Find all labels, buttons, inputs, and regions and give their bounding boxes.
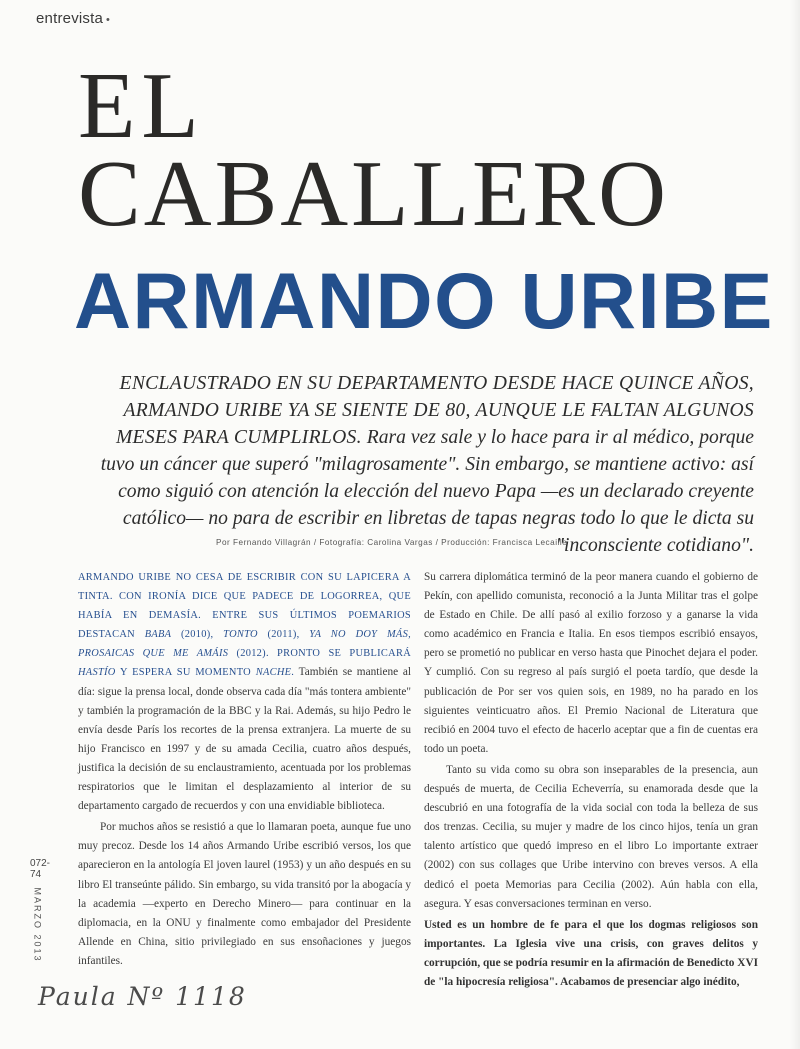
intro-caps [78,572,411,678]
book-title: BABA [144,629,172,641]
intro-caps-text: (2011), [257,629,310,641]
section-marker: • [106,14,111,26]
page-number: 072-74 [30,858,51,880]
book-title: YA NO DOY MÁS, PROSAICAS QUE ME AMÁIS [78,629,411,660]
lede-text: Rara vez sale y lo hace para ir al médico, porque tuvo un cáncer que superó "milagrosamente". Sin embargo, se mantiene activo: así como siguió con atención la elección del nuevo Papa —es un declarado creyente católico— no para de escribir en libretas de tapas negras todo lo que le dicta su "inconsciente cotidiano". [100,427,754,556]
title-line-1: EL [78,54,205,158]
intro-caps-text: (2012). PRONTO SE PUBLICARÁ [228,648,411,660]
page-folio [30,858,54,978]
interview-question: Usted es un hombre de fe para el que los dogmas religiosos son importantes. La Iglesia vive una crisis, con graves delitos y corrupción, que se podría resumir en la afirmación de Benedicto XVI de "la hipocresía religiosa". Acabamos de presenciar algo inédito, [424,918,758,988]
intro-caps-text: (2010), [171,629,224,641]
left-paragraph-2: Por muchos años se resistió a que lo llamaran poeta, aunque fue uno muy precoz. Desde los 14 años Armando Uribe escribió versos, los que aparecieron en la antología El joven laurel (1953) y un año después en su libro El transeúnte pálido. Sin embargo, su vida transitó por la abogacía y la academia —experto en Derecho Minero— para continuar en la diplomacia, en la ONU y finalmente como embajador del Presidente Allende en China, sitio privilegiado en sus ensoñaciones y juegos infantiles. [78,821,411,967]
article-title [78,54,669,246]
book-title: HASTÍO [78,667,116,679]
lede-paragraph [86,370,754,559]
book-title: NACHE [255,667,292,679]
article-subject-name: ARMANDO URIBE [74,256,774,345]
right-column [424,568,758,992]
intro-caps-text: . [291,667,295,679]
book-title: TONTO [223,629,258,641]
issue-date-vertical: MARZO 2013 [32,887,43,963]
left-column [78,568,411,971]
left-paragraph-1-rest: También se mantiene al día: sigue la prensa local, donde observa cada día "más tontera ambiente" y también la programación de la BBC y la Rai. Además, su hijo Pedro le envía desde París los recortes de la prensa extranjera. La muerte de su hijo Francisco en 1997 y de su amada Cecilia, cuatro años después, justifica la decisión de su enclaustramiento, acentuada por los problemas respiratorios que le limitan el desplazamiento al interior de su departamento cargado de recuerdos y con una envidiable biblioteca. [78,666,411,813]
left-paragraph-1 [78,568,411,816]
section-tag [36,10,110,27]
handwritten-annotation: Paula Nº 1118 [38,982,247,1011]
right-paragraph-2: Tanto su vida como su obra son inseparables de la presencia, aun después de muerta, de Cecilia Echeverría, su enamorada desde que la descubrió en una fotografía de la vida social con toda la belleza de sus dos trenzas. Cecilia, su mujer y madre de los cinco hijos, tenía un gran talento artístico que quedó impreso en el libro Lo importante extraer (2002) con sus collages que Uribe intervino con breves versos. A ella dedicó el poeta Memorias para Cecilia (2002). Aún habla con ella, asegura. Y esas conversaciones terminan en verso. [424,763,758,910]
intro-caps-text: Y ESPERA SU MOMENTO [115,667,256,679]
section-label: entrevista [36,10,104,27]
right-paragraph-1: Su carrera diplomática terminó de la peor manera cuando el gobierno de Pekín, con apellido comunista, reconoció a la Junta Militar tras el golpe de Estado en Chile. De allí pasó al exilio forzoso y a ganarse la vida como académico en Francia e Italia. En esos tiempos escribió ensayos, pero se prometió no publicar en verso hasta que Pinochet dejara el poder. Y cumplió. Con su regreso al país surgió el poeta tardío, que desde la publicación de Por ser vos quien sois, en 1989, no ha parado en los siguientes veinticuatro años. El Premio Nacional de Literatura que recibió en 2004 tuvo el efecto de hacerlo aceptar que a fin de cuentas era todo un poeta. [424,571,758,755]
scan-shadow-edge [790,0,800,1049]
byline-credits: Por Fernando Villagrán / Fotografía: Carolina Vargas / Producción: Francisca Lecaille [216,538,568,547]
lede-caps: ENCLAUSTRADO EN SU DEPARTAMENTO DESDE HACE QUINCE AÑOS, ARMANDO URIBE YA SE SIENTE DE 80, AUNQUE LE FALTAN ALGUNOS MESES PARA CUMPLIRLOS. [115,373,754,448]
title-line-2: CABALLERO [78,142,669,246]
intro-caps-text: ARMANDO URIBE NO CESA DE ESCRIBIR CON SU LAPICERA A TINTA. CON IRONÍA DICE QUE PADECE DE LOGORREA, QUE HABÍA EN DEMASÍA. ENTRE SUS ÚLTIMOS POEMARIOS DESTACAN [78,572,411,641]
